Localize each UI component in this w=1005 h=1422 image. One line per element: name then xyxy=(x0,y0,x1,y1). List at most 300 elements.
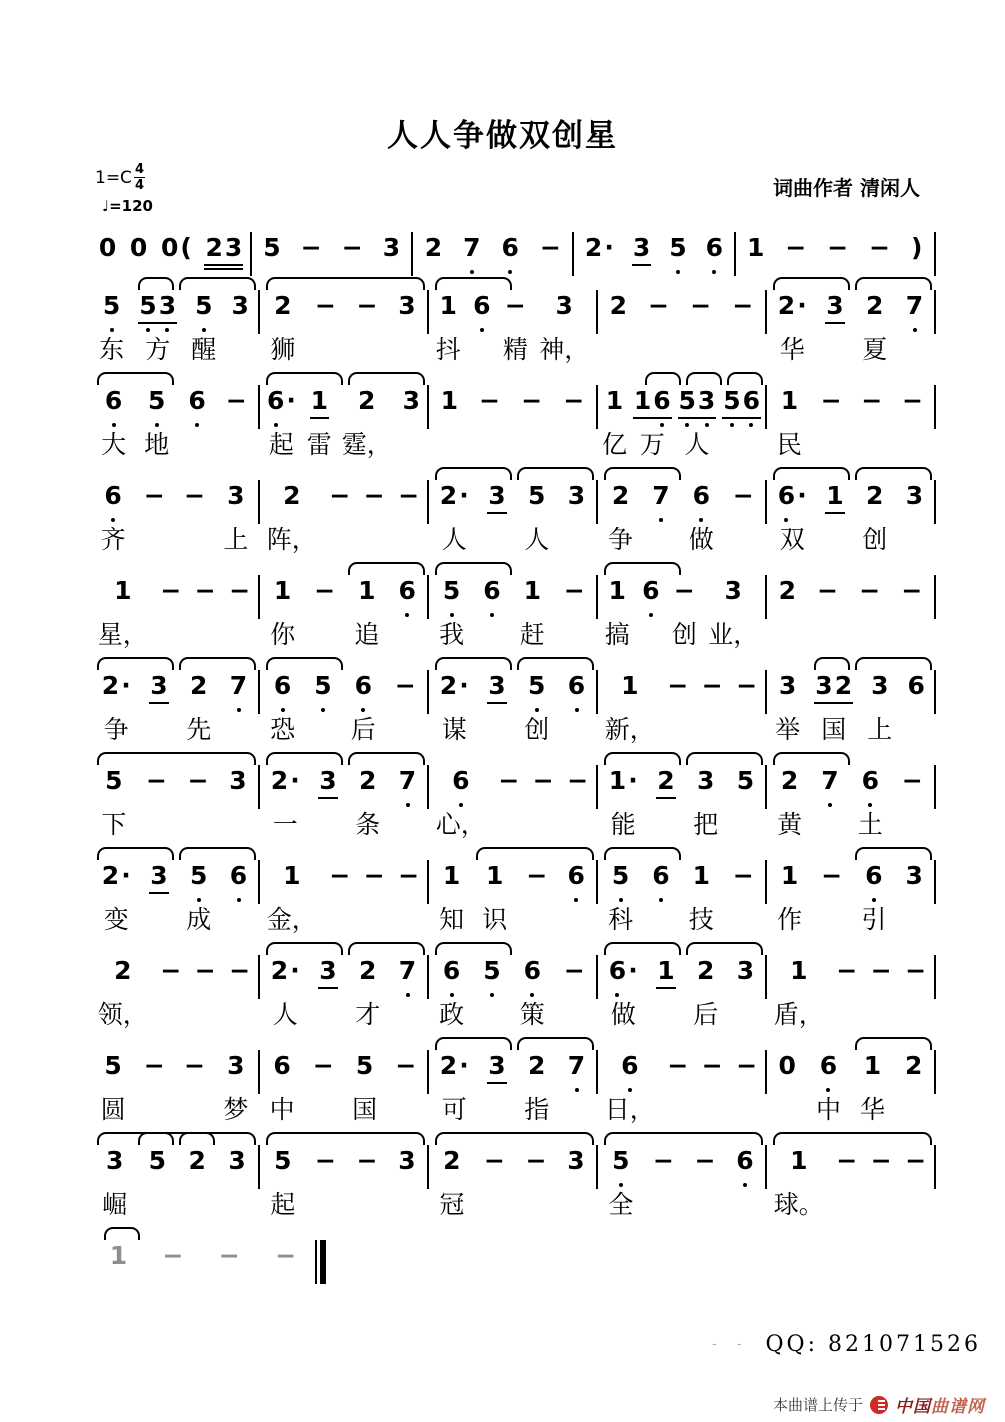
measure xyxy=(768,575,933,655)
note-value xyxy=(789,1145,808,1177)
note-token xyxy=(820,385,843,465)
measure xyxy=(92,575,257,655)
note-digit: 3 xyxy=(224,233,243,262)
note-value xyxy=(620,670,639,702)
note-digit: 1 xyxy=(790,1146,808,1175)
note-digit: 1 xyxy=(523,576,541,605)
note-token xyxy=(668,232,687,264)
note-digit: − xyxy=(187,766,209,795)
note-value xyxy=(778,575,797,607)
low-octave-dot xyxy=(110,328,114,332)
low-octave-dot xyxy=(361,708,365,712)
low-octave-dot xyxy=(660,423,664,427)
note-digit: − xyxy=(498,766,520,795)
lyric: 上 xyxy=(867,715,893,744)
note-token xyxy=(397,575,416,655)
note-token xyxy=(632,232,651,264)
low-octave-dot xyxy=(575,1088,579,1092)
note-token xyxy=(520,385,543,465)
note-digit: · xyxy=(286,386,296,415)
barline xyxy=(596,765,598,809)
note-token xyxy=(274,1240,297,1272)
note-digit: · xyxy=(797,481,807,510)
barline xyxy=(765,1050,767,1094)
slur-arc xyxy=(604,562,681,575)
note-token xyxy=(101,670,132,750)
note-value xyxy=(218,1240,241,1272)
note-value xyxy=(228,765,247,797)
note-token xyxy=(602,385,627,465)
measure xyxy=(261,480,426,560)
barline xyxy=(934,290,936,334)
score-system xyxy=(92,765,937,860)
note-digit: 3 xyxy=(567,481,586,510)
note-value xyxy=(904,1050,923,1082)
lyric: 创 xyxy=(862,525,888,554)
note-digit: 2 xyxy=(834,671,853,700)
note-value xyxy=(358,955,377,987)
note-token xyxy=(731,290,754,370)
lyric: 把 xyxy=(693,810,719,839)
note-value xyxy=(778,670,797,702)
note-digit: 1 xyxy=(780,386,799,415)
note-digit: − xyxy=(667,1051,689,1080)
note-value xyxy=(101,860,132,892)
slur-arc xyxy=(855,1037,932,1050)
measure xyxy=(768,1145,933,1225)
barline xyxy=(596,670,598,714)
note-digit: 2 xyxy=(866,291,884,320)
note-token xyxy=(101,1050,126,1130)
song-title: 人人争做双创星 xyxy=(387,118,618,154)
lyric: 亿 xyxy=(601,430,627,459)
lyric: 冠 xyxy=(439,1190,465,1219)
note-value xyxy=(487,670,506,702)
note-value xyxy=(870,1145,893,1177)
note-token xyxy=(394,670,417,750)
note-token xyxy=(194,955,217,1035)
note-value xyxy=(696,765,715,797)
note-token xyxy=(539,290,589,370)
note-value xyxy=(472,290,491,322)
note-digit: − xyxy=(690,291,712,320)
note-value xyxy=(398,765,417,797)
note-token xyxy=(352,1050,377,1130)
lyric: 霆， xyxy=(341,430,392,459)
measure xyxy=(261,575,426,655)
note-digit: − xyxy=(398,481,420,510)
note-value xyxy=(129,232,148,264)
note-digit: − xyxy=(736,671,758,700)
note-value xyxy=(611,480,630,512)
note-value xyxy=(562,385,585,417)
note-token xyxy=(402,385,421,465)
note-digit: − xyxy=(341,233,363,262)
note-token xyxy=(566,1145,585,1225)
note-digit: 3 xyxy=(158,290,177,322)
note-token xyxy=(652,1145,675,1225)
note-digit: 3 xyxy=(382,233,401,262)
note-value xyxy=(402,385,421,417)
lyric: 恐 xyxy=(270,715,296,744)
note-value xyxy=(194,575,217,607)
measure xyxy=(92,860,257,940)
note-value xyxy=(566,1145,585,1177)
measure xyxy=(599,1145,764,1225)
note-digit: 1 xyxy=(780,861,799,890)
note-token xyxy=(901,765,924,845)
note-digit: − xyxy=(218,1241,240,1270)
note-digit: − xyxy=(194,956,216,985)
low-octave-dot xyxy=(480,328,484,332)
measure xyxy=(575,232,732,264)
note-token xyxy=(777,860,802,940)
note-token xyxy=(666,1050,689,1130)
note-digit: − xyxy=(363,481,385,510)
note-token xyxy=(328,860,351,940)
note-value xyxy=(825,480,844,512)
note-digit: 3 xyxy=(778,671,797,700)
lyric: 国 xyxy=(352,1095,378,1124)
score xyxy=(92,232,937,1300)
note-token xyxy=(562,385,585,465)
lyric: 地 xyxy=(144,430,170,459)
note-token xyxy=(328,480,351,560)
note-digit: 6 xyxy=(104,385,123,417)
measure xyxy=(599,670,764,750)
low-octave-dot xyxy=(281,708,285,712)
note-value xyxy=(525,1145,548,1177)
note-digit: 2 xyxy=(270,766,289,795)
note-value xyxy=(651,860,670,892)
note-token xyxy=(313,575,336,655)
note-token xyxy=(318,765,337,845)
note-value xyxy=(312,1050,335,1082)
note-token xyxy=(148,1145,167,1225)
low-octave-dot xyxy=(575,708,579,712)
note-token xyxy=(162,1240,185,1272)
lyric: 方 xyxy=(145,335,171,364)
note-value xyxy=(162,1240,185,1272)
note-digit: 5 xyxy=(527,670,546,702)
barline xyxy=(411,232,413,276)
lyric: 领， xyxy=(97,1000,148,1029)
note-digit: − xyxy=(836,956,858,985)
note-digit: − xyxy=(225,386,247,415)
lyric: 华 xyxy=(779,335,805,364)
note-value xyxy=(678,385,717,417)
note-token xyxy=(382,232,401,264)
measure xyxy=(261,955,426,1035)
note-digit: · xyxy=(604,233,614,262)
note-value xyxy=(668,232,687,264)
note-digit: 5 xyxy=(611,860,630,892)
note-token xyxy=(563,575,586,655)
note-token xyxy=(229,860,248,940)
note-digit: 6 xyxy=(651,860,670,892)
note-digit: 6 xyxy=(451,765,470,797)
measure xyxy=(430,670,595,750)
note-digit: − xyxy=(701,1051,723,1080)
note-token xyxy=(605,1050,655,1130)
lyric: 人 xyxy=(441,525,467,554)
note-token xyxy=(784,232,807,264)
note-digit: 3 xyxy=(815,671,833,700)
low-octave-dot xyxy=(490,613,494,617)
low-octave-dot xyxy=(743,1183,747,1187)
lyric: 识 xyxy=(482,905,508,934)
slur-arc xyxy=(855,847,932,860)
note-digit: 6 xyxy=(103,480,122,512)
note-digit: 2 xyxy=(777,291,796,320)
note-digit: · xyxy=(797,291,807,320)
slur-arc xyxy=(266,1132,426,1145)
note-digit: 5 xyxy=(611,1145,630,1177)
slur-arc xyxy=(104,1227,140,1240)
barline xyxy=(258,575,260,619)
note-token xyxy=(270,955,301,1035)
note-digit: 7 xyxy=(820,765,839,797)
slur-arc xyxy=(348,372,425,385)
slur-arc xyxy=(517,657,594,670)
note-value xyxy=(357,385,376,417)
barline xyxy=(596,480,598,524)
note-value xyxy=(397,290,416,322)
measure xyxy=(253,232,410,264)
low-octave-dot xyxy=(676,270,680,274)
lyric: 黄 xyxy=(777,810,803,839)
note-digit: − xyxy=(479,386,501,415)
barline xyxy=(258,955,260,999)
lyric: 双 xyxy=(779,525,805,554)
note-digit: · xyxy=(459,481,469,510)
note-digit: − xyxy=(521,386,543,415)
note-token xyxy=(777,765,802,845)
note-digit: 6 xyxy=(819,1050,838,1082)
note-digit: − xyxy=(229,956,251,985)
note-value xyxy=(109,1240,128,1272)
note-token xyxy=(835,955,858,1035)
note-token xyxy=(439,1145,464,1225)
note-token xyxy=(439,1050,470,1130)
note-value xyxy=(354,670,373,702)
lyric: 起 xyxy=(268,430,294,459)
note-digit: 6 xyxy=(566,860,585,892)
note-digit: 6 xyxy=(273,670,292,702)
note-digit: − xyxy=(184,1051,206,1080)
note-digit: 7 xyxy=(398,765,417,797)
note-token xyxy=(736,765,755,845)
slur-arc xyxy=(97,372,174,385)
note-value xyxy=(608,955,639,987)
lyric: 夏 xyxy=(862,335,888,364)
note-token xyxy=(472,290,491,370)
note-value xyxy=(262,232,281,264)
barline xyxy=(258,385,260,429)
note-value xyxy=(820,860,843,892)
note-token xyxy=(524,480,549,560)
measure xyxy=(261,765,426,845)
note-value xyxy=(273,575,292,607)
note-value xyxy=(566,765,589,797)
note-digit: − xyxy=(504,291,526,320)
note-token xyxy=(356,1145,379,1225)
note-digit: · xyxy=(290,766,300,795)
barline xyxy=(934,1050,936,1094)
note-token xyxy=(701,1050,724,1130)
note-value xyxy=(103,1050,122,1082)
note-value xyxy=(113,575,132,607)
note-value xyxy=(735,1050,758,1082)
lyric: 崛 xyxy=(102,1190,128,1219)
note-token xyxy=(129,232,148,264)
note-value xyxy=(270,765,301,797)
note-digit: 1 xyxy=(442,861,461,890)
note-digit: 2 xyxy=(780,766,799,795)
lyric: 金， xyxy=(266,905,317,934)
slur-arc xyxy=(435,942,512,955)
lyric: 抖 xyxy=(435,335,461,364)
composer-credit: 词曲作者 清闲人 xyxy=(773,176,920,200)
note-token xyxy=(608,765,639,845)
note-value xyxy=(282,860,301,892)
note-token xyxy=(439,955,464,1035)
note-value xyxy=(784,232,807,264)
note-value xyxy=(104,385,123,417)
note-value xyxy=(523,955,542,987)
note-digit: 2 xyxy=(188,1146,206,1175)
note-token xyxy=(436,290,461,370)
note-digit: 6 xyxy=(187,385,206,417)
low-octave-dot xyxy=(237,898,241,902)
note-value xyxy=(527,480,546,512)
lyric: 后 xyxy=(693,1000,719,1029)
final-barline xyxy=(315,1240,326,1284)
barline xyxy=(427,290,429,334)
measure xyxy=(768,860,933,940)
note-token xyxy=(814,670,853,750)
note-token xyxy=(312,1050,335,1130)
note-token xyxy=(229,670,248,750)
slur-arc xyxy=(348,562,425,575)
note-digit: 5 xyxy=(668,232,687,264)
lyric: 星， xyxy=(97,620,148,649)
time-numerator: 4 xyxy=(134,162,144,177)
note-token xyxy=(478,385,501,465)
note-value xyxy=(780,765,799,797)
note-digit: − xyxy=(567,766,589,795)
lyric: 圆 xyxy=(100,1095,126,1124)
note-digit: 7 xyxy=(229,670,248,702)
measure xyxy=(430,1145,595,1225)
note-token xyxy=(101,385,126,465)
note-digit: · xyxy=(628,956,638,985)
note-value xyxy=(735,1145,754,1177)
lyric: 科 xyxy=(608,905,634,934)
barline xyxy=(765,575,767,619)
note-digit: 5 xyxy=(189,860,208,892)
measure xyxy=(92,480,257,560)
note-digit: − xyxy=(398,861,420,890)
note-value xyxy=(532,765,555,797)
note-value xyxy=(633,385,672,417)
note-value xyxy=(905,480,924,512)
measure xyxy=(768,670,933,750)
low-octave-dot xyxy=(406,803,410,807)
note-token xyxy=(816,1050,841,1130)
note-token xyxy=(143,480,166,560)
note-digit: · xyxy=(459,1051,469,1080)
note-value xyxy=(273,1145,292,1177)
slur-arc xyxy=(604,942,681,955)
score-system xyxy=(92,1145,937,1240)
note-token xyxy=(497,765,520,845)
low-octave-dot xyxy=(450,613,454,617)
note-value xyxy=(314,1145,337,1177)
note-token xyxy=(524,670,549,750)
lyric: 中 xyxy=(815,1095,841,1124)
slur-arc xyxy=(138,277,174,290)
note-token xyxy=(356,290,379,370)
note-digit: 6 xyxy=(620,1050,639,1082)
note-value xyxy=(863,1050,882,1082)
note-digit: − xyxy=(143,481,165,510)
low-octave-dot xyxy=(274,423,278,427)
note-value xyxy=(485,860,504,892)
lyric: 后 xyxy=(350,715,376,744)
note-token xyxy=(314,290,337,370)
note-value xyxy=(363,480,386,512)
note-digit: 6 xyxy=(692,480,711,512)
slur-arc xyxy=(266,942,343,955)
note-value xyxy=(424,232,443,264)
note-value xyxy=(746,232,765,264)
lyric: 齐 xyxy=(100,525,126,554)
note-value xyxy=(478,385,501,417)
note-value xyxy=(724,575,743,607)
note-digit: − xyxy=(356,1146,378,1175)
note-digit: 6 xyxy=(523,955,542,987)
note-value xyxy=(864,860,883,892)
lyric: 先 xyxy=(186,715,212,744)
note-token xyxy=(138,290,177,370)
low-octave-dot xyxy=(619,1183,623,1187)
lyric: 才 xyxy=(355,1000,381,1029)
barline xyxy=(427,480,429,524)
note-digit: 5 xyxy=(722,385,741,417)
note-digit: 2 xyxy=(439,671,458,700)
note-token xyxy=(487,480,506,560)
note-token xyxy=(483,1145,506,1225)
note-digit: 1 xyxy=(358,576,376,605)
note-digit: 2 xyxy=(657,766,675,795)
note-value xyxy=(656,765,675,797)
note-value xyxy=(394,670,417,702)
low-octave-dot xyxy=(868,803,872,807)
note-digit: − xyxy=(836,1146,858,1175)
note-digit: 5 xyxy=(194,290,213,322)
note-digit: − xyxy=(870,1146,892,1175)
note-value xyxy=(608,765,639,797)
measure xyxy=(92,385,257,465)
note-value xyxy=(820,385,843,417)
note-token xyxy=(732,480,755,560)
note-digit: 2 xyxy=(101,671,120,700)
low-octave-dot xyxy=(685,423,689,427)
note-token xyxy=(149,860,168,940)
note-value xyxy=(318,955,337,987)
low-octave-dot xyxy=(165,328,169,332)
